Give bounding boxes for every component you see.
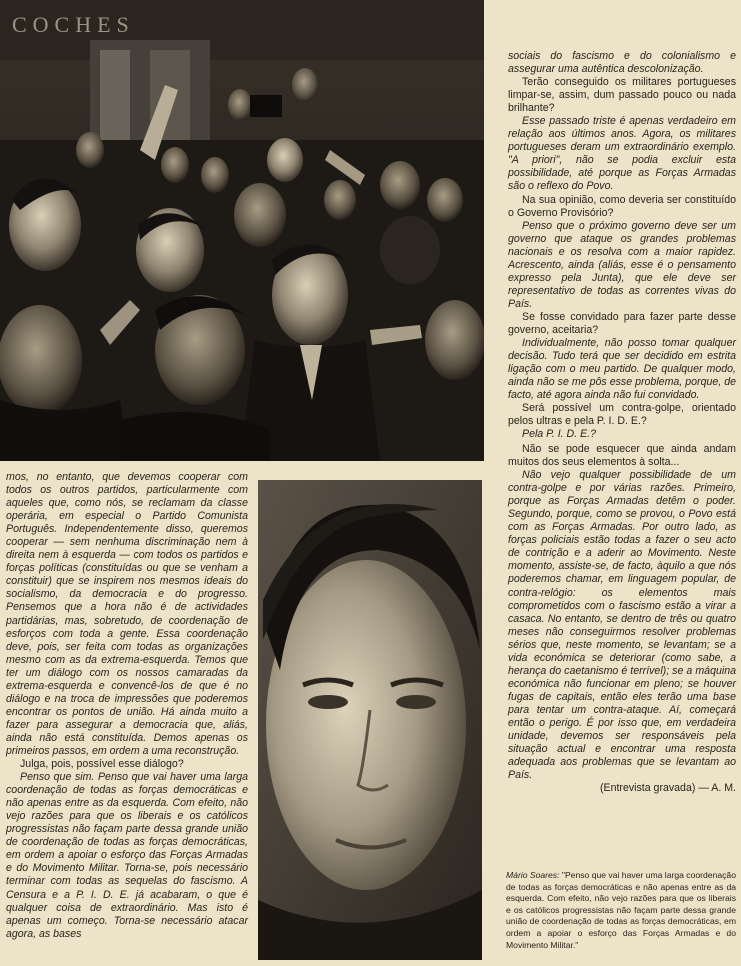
paragraph: sociais do fascismo e do colonialismo e assegurar uma autêntica descolonização. xyxy=(508,50,736,76)
question: Na sua opinião, como deveria ser constituído o Governo Provisório? xyxy=(508,193,736,219)
right-column-top xyxy=(508,50,736,441)
caption-text: "Penso que vai haver uma larga coordenação de todas as forças democráticas e não apenas entre as da esquerda. Com efeito, não vejo razões para que os liberais e os católicos progressistas não façam parte dessa grande união de coordenação de todas as forças democráticas, em ordem a apoiar o esforço das Forças Armadas e do Movimento Militar." xyxy=(506,870,736,950)
portrait-photo-drawing xyxy=(258,480,482,960)
answer: Penso que o próximo governo deve ser um governo que ataque os grandes problemas nacionais e os resolva com a maior rapidez. Acrescento, ainda (aliás, esse é o pensamento expresso pela Junta), que ele deve ser representativo de todas as correntes vivas do País. xyxy=(508,219,736,310)
answer: Penso que sim. Penso que vai haver uma larga coordenação de todas as forças democráticas e não apenas entre as da esquerda. Com efeito, não vejo razões para que os liberais e os católicos progressistas não façam parte dessa grande união de coordenação de todas as forças democráticas, em ordem a apoiar o esforço das Forças Armadas e do Movimento Militar. Torna-se, pois necessário terminar com todas as sequelas do fascismo. A Censura e a P. I. D. E. já acabaram, o que é qualquer coisa de extraordinário. Mas isto é apenas um começo. Torna-se necessário atacar agora, as bases xyxy=(6,771,248,940)
question: Se fosse convidado para fazer parte desse governo, aceitaria? xyxy=(508,310,736,336)
answer: Pela P. I. D. E.? xyxy=(522,428,597,441)
paragraph: mos, no entanto, que devemos cooperar com todos os outros partidos, particularmente com aqueles que, como nós, se reclamam da classe operária, em especial o Partido Comunista Português. Independentemente disso, queremos cooperar — sem nenhuma discriminação nem à direita nem à esquerda — com todos os partidos e forças políticas (constituídas ou que se venham a constituir) que se inspirem nos mesmos ideais do socialismo, da democracia e do progresso. Pensemos que a hora não é de actividades partidárias, mas, sobretudo, de coordenação de esforços com toda a gente. Essa coordenação deve, pois, ser feita com todas as organizações mesmo com as da extrema-esquerda. Temos que ter um diálogo com os nossos camaradas da extrema-esquerda e convencê-los de que é no diálogo e na troca de impressões que poderemos encontrar os pontos de união. Há ainda muito a fazer para assegurar a democracia que, aliás, ainda não está constituída. Demos apenas os primeiros passos, em ordem a uma reconstrução. xyxy=(6,471,248,757)
portrait-photo xyxy=(258,480,482,960)
photo-sign-text: COCHES xyxy=(12,12,135,37)
question: Será possível um contra-golpe, orientado pelos ultras e pela P. I. D. E.? xyxy=(508,402,736,428)
question: Julga, pois, possível esse diálogo? xyxy=(20,758,184,771)
answer: Não vejo qualquer possibilidade de um contra-golpe e por várias razões. Primeiro, porque as Forças Armadas detêm o poder. Segundo, porque, como se provou, o Povo está com as Forças Armadas. Por outro lado, as forças policiais estão todas a fazer o seu acto de contrição e a aderir ao Movimento. Neste momento, assiste-se, de facto, àquilo a que nós poderemos chamar, em linguagem popular, de contra-relógio: os elementos mais comprometidos com o fascismo estão a virar a casaca. No entanto, se dentro de três ou quatro meses não conseguirmos resolver problemas sérios que, neste momento, se levantam; se a vida económica se deteriorar (como sabe, a herança do caetanismo é terrível); se a máquina económica não funcionar em pleno; se houver fugas de capitais, então eles terão uma base para tentar um contra-ataque. Aí, começará então o perigo. É por isso que, em verdadeira unidade, devemos ser responsáveis pela situação actual e encontrar uma resposta adequada aos problemas que se levantam ao País. xyxy=(508,469,736,782)
question: Terão conseguido os militares portugueses limpar-se, assim, dum passado pouco ou nada brilhante? xyxy=(508,76,736,115)
left-column xyxy=(6,471,248,941)
photo-caption xyxy=(506,870,736,951)
crowd-photo-drawing xyxy=(0,0,484,461)
answer: Individualmente, não posso tomar qualquer decisão. Tudo terá que ser decidido em estrita ligação com o meu partido. De qualquer modo, ainda não se me pôs esse problema, porque, de facto, até agora ainda não fui convidado. xyxy=(508,337,736,402)
right-column-bottom xyxy=(508,443,736,795)
caption-name: Mário Soares: xyxy=(506,870,560,880)
question: Não se pode esquecer que ainda andam muitos dos seus elementos à solta... xyxy=(508,443,736,469)
interview-credit: (Entrevista gravada) — A. M. xyxy=(599,782,736,795)
answer: Esse passado triste é apenas verdadeiro em relação aos últimos anos. Agora, os militares portugueses deram um extraordinário exemplo. "A priori", não se podia excluir esta possibilidade, até porque as Forças Armadas são o reflexo do Povo. xyxy=(508,115,736,193)
crowd-photo xyxy=(0,0,484,461)
